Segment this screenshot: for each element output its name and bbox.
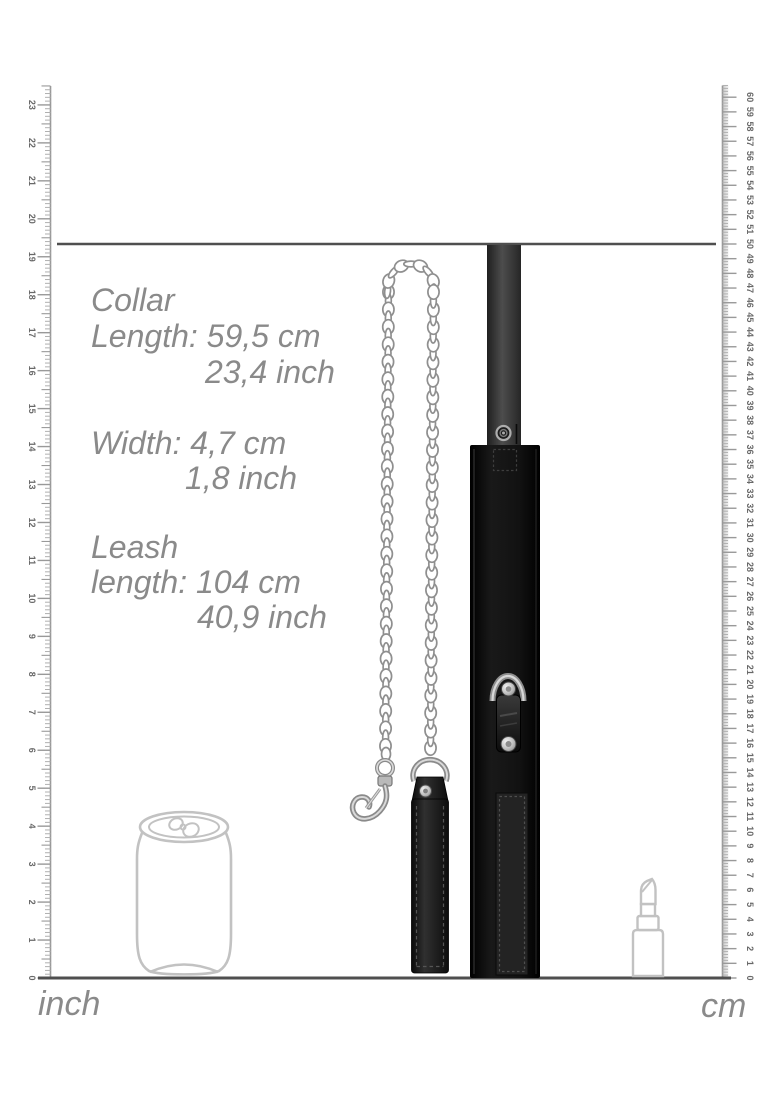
lipstick-base [633, 930, 663, 976]
lipstick-stem [641, 904, 655, 916]
collar-rivet-top-center [506, 686, 512, 692]
inch-tick-label: 14 [27, 441, 37, 452]
cm-tick-label: 32 [745, 503, 755, 514]
cm-tick-label: 25 [745, 605, 755, 617]
inch-tick-label: 9 [27, 633, 37, 639]
cm-tick-label: 26 [745, 591, 755, 602]
inch-tick-label: 8 [27, 671, 37, 677]
chain-link [428, 285, 439, 299]
inch-tick-label: 7 [27, 709, 37, 715]
chain-leash [380, 258, 441, 755]
cm-tick-label: 7 [745, 872, 755, 878]
inch-tick-label: 20 [27, 213, 37, 224]
inch-tick-label: 18 [27, 289, 37, 300]
cm-tick-label: 17 [745, 723, 755, 734]
inch-tick-label: 11 [27, 555, 37, 566]
leash-length-cm: length: 104 cm [91, 564, 301, 600]
inch-tick-label: 4 [27, 823, 37, 829]
cm-tick-label: 38 [745, 415, 755, 426]
inch-tick-label: 19 [27, 251, 37, 262]
cm-tick-label: 27 [745, 576, 755, 587]
cm-tick-label: 35 [745, 459, 755, 470]
cm-tick-label: 43 [745, 341, 755, 352]
inch-tick-label: 15 [27, 403, 37, 414]
soda-can-outline [137, 812, 231, 974]
cm-tick-label: 59 [745, 106, 755, 117]
inch-tick-label: 13 [27, 479, 37, 490]
cm-tick-label: 20 [745, 679, 755, 690]
inch-tick-label: 1 [27, 937, 37, 943]
cm-tick-label: 50 [745, 238, 755, 250]
cm-tick-label: 57 [745, 136, 755, 147]
cm-tick-label: 31 [745, 517, 755, 528]
cm-tick-label: 39 [745, 400, 755, 411]
cm-tick-label: 37 [745, 429, 755, 440]
inch-tick-label: 23 [27, 99, 37, 110]
cm-tick-label: 48 [745, 268, 755, 279]
cm-tick-label: 44 [745, 327, 755, 338]
cm-tick-label: 4 [745, 916, 755, 922]
cm-tick-label: 13 [745, 782, 755, 793]
cm-tick-label: 33 [745, 488, 755, 499]
collar-top-strap [487, 245, 521, 447]
cm-tick-label: 51 [745, 224, 755, 235]
collar-title: Collar [91, 282, 175, 318]
inch-tick-label: 12 [27, 517, 37, 528]
cm-tick-label: 6 [745, 887, 755, 893]
cm-tick-label: 9 [745, 843, 755, 849]
cm-tick-label: 16 [745, 738, 755, 749]
width-cm: Width: 4,7 cm [91, 425, 287, 461]
collar-length-cm: Length: 59,5 cm [91, 318, 321, 354]
collar-rivet-bottom-center [506, 741, 512, 747]
cm-tick-label: 11 [745, 811, 755, 822]
lipstick-flange [638, 916, 659, 930]
leash-length-inch: 40,9 inch [197, 599, 327, 635]
cm-tick-label: 53 [745, 194, 755, 205]
cm-tick-label: 60 [745, 92, 755, 103]
cm-tick-label: 29 [745, 547, 755, 558]
inch-tick-label: 6 [27, 747, 37, 753]
cm-tick-label: 3 [745, 931, 755, 937]
inch-ruler [27, 86, 51, 981]
leash-handle [412, 760, 449, 973]
inch-tick-label: 0 [27, 975, 37, 981]
cm-tick-label: 22 [745, 650, 755, 661]
cm-tick-label: 23 [745, 635, 755, 646]
inch-tick-label: 17 [27, 327, 37, 338]
inch-tick-label: 16 [27, 365, 37, 376]
cm-tick-label: 8 [745, 858, 755, 864]
collar-length-inch: 23,4 inch [205, 354, 335, 390]
cm-tick-label: 46 [745, 297, 755, 308]
inch-tick-label: 22 [27, 137, 37, 148]
cm-tick-label: 19 [745, 694, 755, 705]
inch-tick-label: 5 [27, 785, 37, 791]
cm-tick-label: 40 [745, 385, 755, 396]
inch-tick-label: 21 [27, 175, 37, 186]
collar [470, 245, 540, 978]
cm-tick-label: 28 [745, 561, 755, 572]
collar-snap-button-center [502, 432, 505, 435]
cm-unit-label: cm [701, 987, 747, 1025]
cm-tick-label: 42 [745, 356, 755, 367]
cm-tick-label: 14 [745, 767, 755, 778]
width-inch: 1,8 inch [185, 460, 298, 496]
inch-unit-label: inch [38, 985, 101, 1023]
cm-tick-label: 24 [745, 620, 755, 631]
cm-tick-label: 49 [745, 253, 755, 264]
cm-tick-label: 10 [745, 826, 755, 837]
cm-tick-label: 52 [745, 209, 755, 220]
leash-title: Leash [91, 529, 179, 565]
cm-tick-label: 15 [745, 752, 755, 763]
inch-tick-label: 3 [27, 861, 37, 867]
can-body [137, 833, 231, 974]
cm-tick-label: 18 [745, 708, 755, 719]
cm-tick-label: 47 [745, 283, 755, 294]
cm-tick-label: 0 [745, 975, 755, 981]
cm-tick-label: 36 [745, 444, 755, 455]
cm-tick-label: 34 [745, 473, 755, 484]
cm-tick-label: 58 [745, 121, 755, 132]
cm-tick-label: 45 [745, 312, 755, 323]
cm-tick-label: 21 [745, 664, 755, 675]
inch-tick-label: 10 [27, 593, 37, 604]
cm-tick-label: 30 [745, 532, 755, 543]
snap-hook [353, 748, 393, 819]
cm-tick-label: 1 [745, 960, 755, 966]
cm-tick-label: 56 [745, 150, 755, 161]
collar-velcro-panel [496, 793, 528, 975]
cm-ruler [723, 85, 756, 980]
cm-tick-label: 41 [745, 371, 755, 382]
lipstick-outline [633, 879, 663, 976]
handle-rivet-center [423, 789, 428, 794]
inch-tick-label: 2 [27, 899, 37, 905]
cm-tick-label: 2 [745, 946, 755, 952]
cm-tick-label: 55 [745, 165, 755, 176]
cm-tick-label: 12 [745, 796, 755, 807]
cm-tick-label: 5 [745, 902, 755, 908]
cm-tick-label: 54 [745, 180, 755, 191]
